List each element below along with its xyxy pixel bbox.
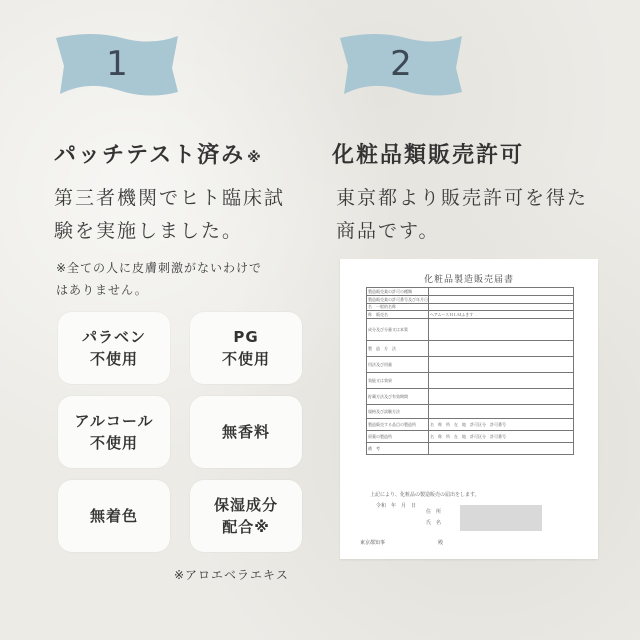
step-2-body-line: 東京都より販売許可を得た — [336, 187, 589, 209]
step-1-footnote: ※アロエベラエキス — [174, 568, 289, 582]
step-2-body — [336, 182, 588, 248]
doc-cell — [429, 389, 574, 405]
tile-label: 無着色 — [89, 507, 138, 525]
document-table — [366, 287, 574, 455]
doc-cell — [429, 319, 574, 341]
doc-cell: 名 称 所 在 地 許可区分 許可番号 — [429, 431, 574, 443]
tile-label: 無香料 — [221, 423, 270, 441]
document-title: 化粧品製造販売届書 — [423, 275, 514, 285]
doc-cell — [429, 341, 574, 357]
doc-cell — [429, 373, 574, 389]
redacted-box — [460, 505, 542, 531]
step-1-body-line: 第三者機関でヒト臨床試 — [54, 187, 286, 209]
doc-cell: 製造販売業の許可の種類 — [367, 288, 429, 296]
doc-cell — [429, 443, 574, 455]
feature-tile-moisturizer — [190, 480, 302, 552]
feature-tile-paraben-free — [58, 312, 170, 384]
step-1-note — [56, 257, 262, 301]
doc-cell — [429, 295, 574, 303]
step-1-note-line: はありません。 — [56, 283, 148, 297]
document-address-label: 住 所 — [426, 509, 442, 515]
doc-cell: 名 一般的名称 — [367, 303, 429, 311]
tile-label: 配合※ — [222, 518, 270, 536]
step-2-title: 化粧品類販売許可 — [332, 143, 525, 168]
doc-cell: 名 称 所 在 地 許可区分 許可番号 — [429, 419, 574, 431]
doc-cell: 用法及び用量 — [367, 357, 429, 373]
tile-label: 保湿成分 — [213, 496, 278, 514]
doc-cell: 製造販売業の許可番号及び年月日 — [368, 296, 428, 302]
document-recipient: 東京都知事 — [360, 540, 386, 546]
tile-label: アルコール — [74, 412, 154, 430]
doc-cell: 効能又は効果 — [367, 373, 429, 389]
doc-cell — [429, 405, 574, 419]
step-1-flag — [52, 28, 182, 100]
document-statement: 上記により、化粧品の製造販売の届出をします。 — [370, 492, 480, 498]
doc-cell — [429, 288, 574, 296]
step-1-title — [54, 138, 263, 169]
feature-tile-colorant-free — [58, 480, 170, 552]
doc-cell: ヘアムースＨＬＭふきす — [429, 311, 574, 319]
doc-cell: 製造販売する品目の製造所 — [367, 419, 429, 431]
doc-cell: 規格及び試験方法 — [367, 405, 429, 419]
doc-cell: 原薬の製造所 — [367, 431, 429, 443]
step-1-body — [54, 182, 285, 248]
feature-tile-pg-free — [190, 312, 302, 384]
step-1-body-line: 験を実施しました。 — [54, 220, 244, 242]
doc-cell: 備 考 — [367, 443, 429, 455]
tile-label: 不使用 — [89, 434, 138, 452]
doc-cell: 貯蔵方法及び有効期間 — [367, 389, 429, 405]
doc-cell — [429, 357, 574, 373]
tile-label: 不使用 — [89, 350, 138, 368]
document-name-label: 氏 名 — [426, 520, 442, 526]
step-2-flag — [336, 28, 466, 100]
step-1-title-text: パッチテスト済み — [54, 143, 246, 168]
doc-cell — [429, 303, 574, 311]
document-recipient-suffix: 殿 — [438, 540, 444, 546]
document-date: 令和 年 月 日 — [376, 503, 417, 509]
tile-label: PG — [233, 328, 259, 346]
step-1-note-line: ※全ての人に皮膚刺激がないわけで — [56, 261, 263, 275]
tile-label: 不使用 — [221, 350, 270, 368]
step-2-body-line: 商品です。 — [336, 220, 440, 242]
step-1-title-mark: ※ — [247, 150, 263, 166]
tile-label: パラベン — [81, 328, 146, 346]
feature-tile-fragrance-free — [190, 396, 302, 468]
step-1-number: 1 — [106, 44, 128, 84]
doc-cell: 製 造 方 法 — [367, 341, 429, 357]
doc-cell: 成分及び分量又は本質 — [367, 319, 429, 341]
doc-cell: 称 販売名 — [367, 311, 429, 319]
step-2-number: 2 — [390, 44, 412, 84]
feature-tile-alcohol-free — [58, 396, 170, 468]
